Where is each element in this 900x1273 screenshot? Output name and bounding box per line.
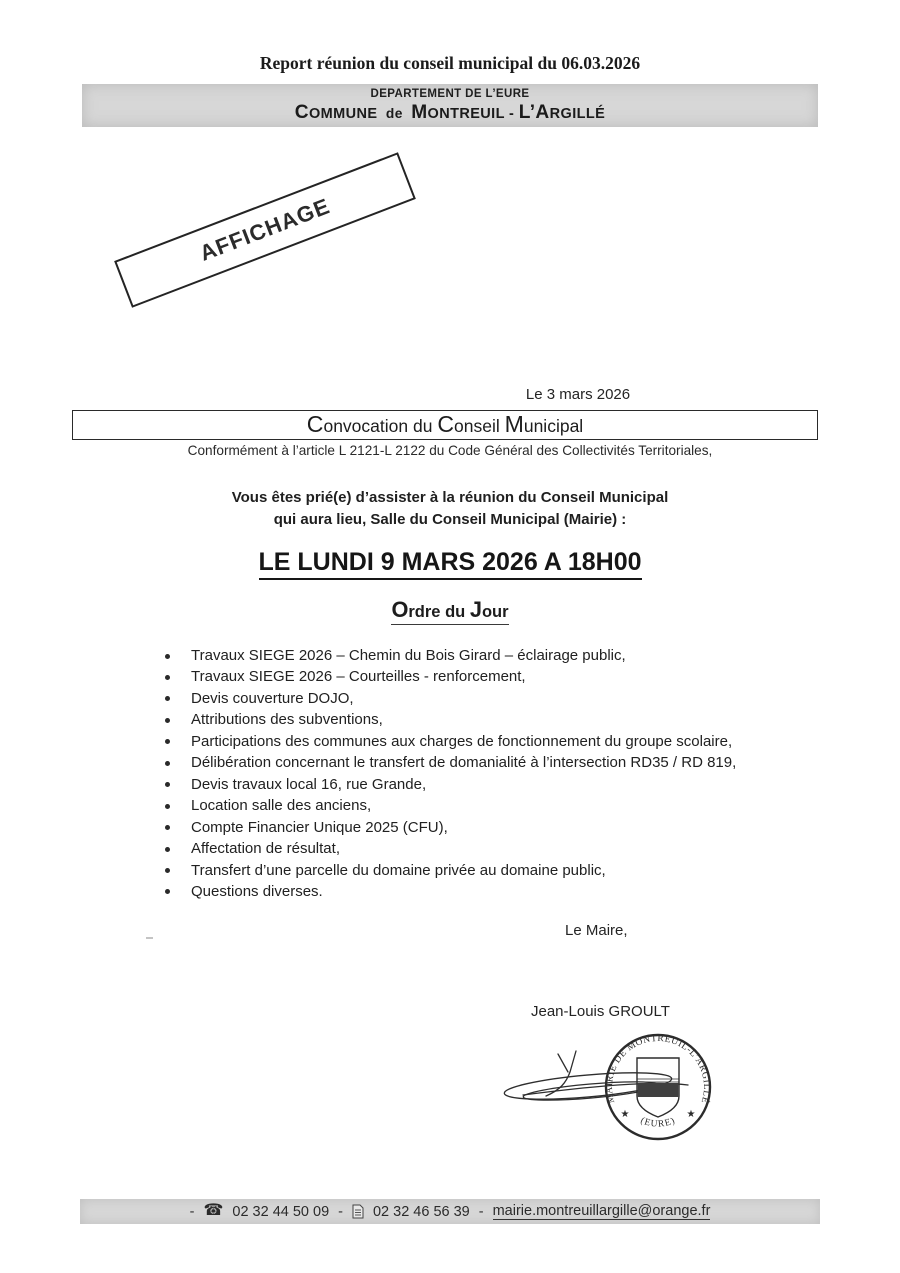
agenda-item: [160, 860, 820, 881]
letter-date: Le 3 mars 2026: [525, 386, 631, 403]
agenda-item-text: Attributions des subventions,: [191, 711, 383, 729]
bullet-icon: [165, 675, 170, 680]
bullet-icon: [165, 782, 170, 787]
municipal-seal-icon: [604, 1033, 712, 1139]
agenda-item: [160, 881, 820, 902]
separator-dash: -: [338, 1203, 343, 1220]
bullet-icon: [165, 654, 170, 659]
agenda-item-text: Participations des communes aux charges de fonctionnement du groupe scolaire,: [191, 732, 733, 750]
separator-dash: -: [189, 1203, 195, 1220]
department-label: DEPARTEMENT DE L’EURE: [370, 88, 530, 100]
agenda-item-text: Location salle des anciens,: [191, 797, 372, 815]
convocation-title: Convocation du Conseil Municipal: [306, 411, 584, 437]
agenda-item-text: Compte Financier Unique 2025 (CFU),: [191, 818, 448, 836]
agenda-item: [160, 838, 820, 859]
agenda-item-text: Travaux SIEGE 2026 – Courteilles - renforcement,: [191, 668, 526, 686]
agenda-item: [160, 752, 820, 773]
bullet-icon: [165, 696, 170, 701]
agenda-item-text: Affectation de résultat,: [191, 840, 340, 858]
header-band: [82, 84, 818, 127]
star-icon: ★: [620, 1109, 630, 1120]
agenda-item: [160, 774, 820, 795]
phone-icon: ☎: [203, 1201, 224, 1219]
footer-band: [80, 1199, 820, 1224]
fax-number: 02 32 46 56 39: [372, 1203, 470, 1220]
phone-number: 02 32 44 50 09: [232, 1203, 330, 1220]
agenda-item: [160, 709, 820, 730]
agenda-item: [160, 731, 820, 752]
email-link[interactable]: mairie.montreuillargille@orange.fr: [492, 1203, 711, 1219]
agenda-item-text: Devis couverture DOJO,: [191, 689, 354, 707]
seal-shield-icon: [637, 1058, 679, 1117]
page-title: Report réunion du conseil municipal du 06.03.2026: [259, 53, 641, 73]
bullet-icon: [165, 825, 170, 830]
agenda-item: [160, 795, 820, 816]
convocation-box: [72, 410, 818, 440]
agenda-item: [160, 688, 820, 709]
agenda-item: [160, 817, 820, 838]
bullet-icon: [165, 889, 170, 894]
invitation-line-2: qui aura lieu, Salle du Conseil Municipal (Mairie) :: [273, 510, 627, 528]
seal-bottom-text: (EURE): [638, 1115, 678, 1130]
mayor-name: Jean-Louis GROULT: [531, 1003, 670, 1020]
affichage-stamp: [114, 152, 416, 308]
agenda-item: [160, 645, 820, 666]
agenda-item: [160, 666, 820, 687]
bullet-icon: [165, 739, 170, 744]
invitation-line-1: Vous êtes prié(e) d’assister à la réunion du Conseil Municipal: [231, 489, 669, 506]
mayor-role: Le Maire,: [565, 922, 628, 939]
fax-icon: [352, 1204, 364, 1219]
scan-artifact: [146, 937, 153, 939]
commune-label: COMMUNE de MONTREUIL - L’ARGILLÉ: [294, 102, 606, 123]
agenda-heading: Ordre du Jour: [0, 597, 900, 625]
separator-dash: -: [478, 1203, 484, 1220]
bullet-icon: [165, 804, 170, 809]
affichage-label: AFFICHAGE: [196, 193, 334, 266]
agenda-item-text: Travaux SIEGE 2026 – Chemin du Bois Girard – éclairage public,: [191, 647, 626, 664]
legal-reference: Conformément à l’article L 2121-L 2122 du Code Général des Collectivités Territoriales,: [187, 443, 713, 458]
star-icon: ★: [686, 1109, 696, 1120]
meeting-datetime: LE LUNDI 9 MARS 2026 A 18H00: [0, 548, 900, 580]
agenda-item-text: Devis travaux local 16, rue Grande,: [191, 775, 427, 793]
agenda-item-text: Questions diverses.: [191, 882, 323, 900]
signature-and-seal: [488, 1028, 733, 1150]
agenda-item-text: Délibération concernant le transfert de domanialité à l’intersection RD35 / RD 819,: [191, 754, 737, 772]
agenda-item-text: Transfert d’une parcelle du domaine privée au domaine public,: [191, 861, 606, 879]
invitation-text: [0, 487, 900, 530]
seal-ring-text: MAIRIE DE MONTREUIL-L’ARGILLÉ: [603, 1032, 713, 1105]
bullet-icon: [165, 718, 170, 723]
bullet-icon: [165, 868, 170, 873]
bullet-icon: [165, 761, 170, 766]
bullet-icon: [165, 847, 170, 852]
agenda-list: [160, 645, 820, 902]
